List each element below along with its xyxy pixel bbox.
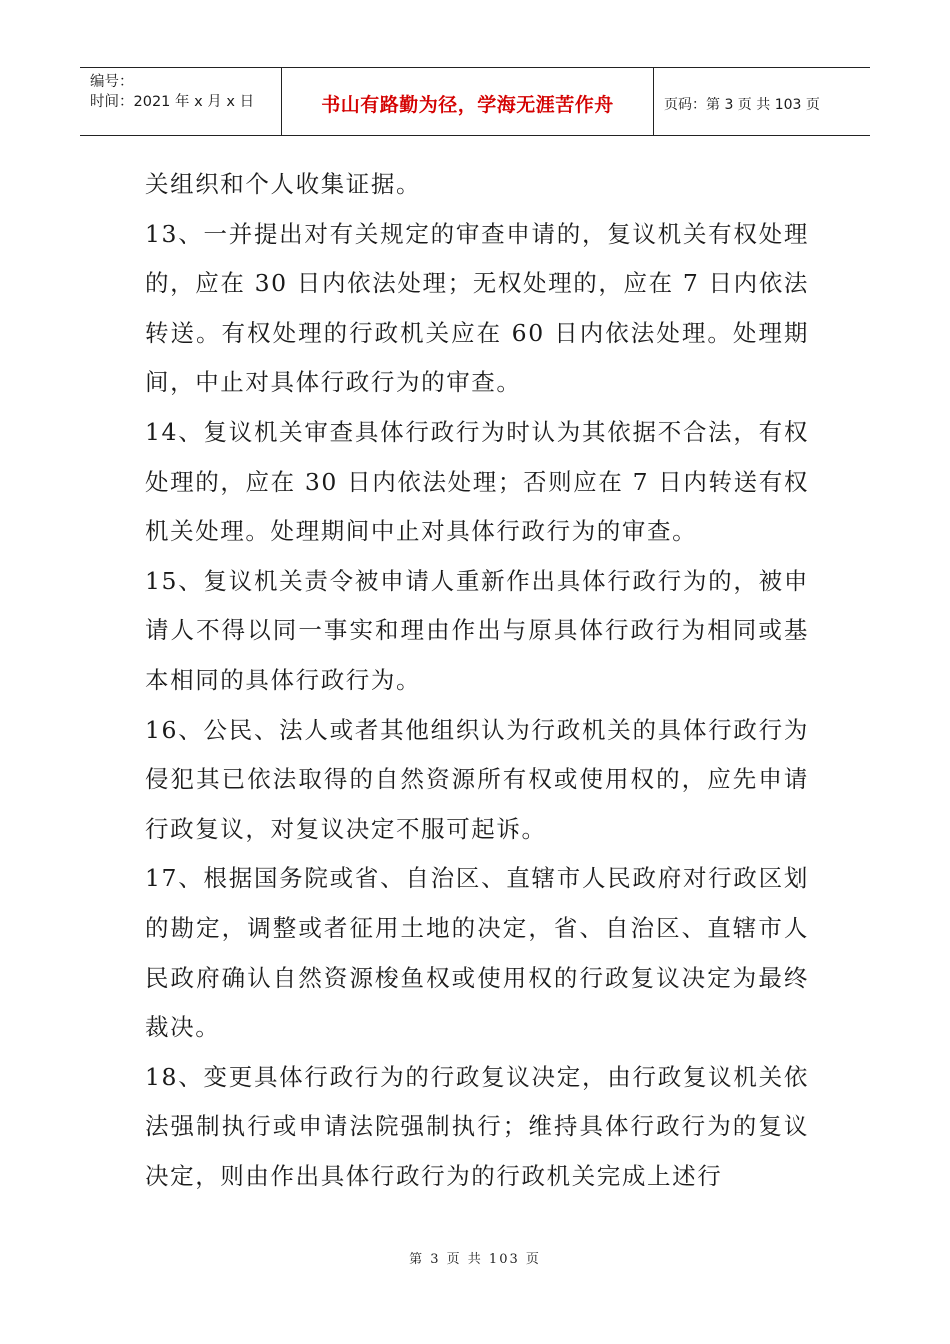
paragraph: 关组织和个人收集证据。 (145, 170, 422, 198)
page-header (80, 67, 870, 136)
header-meta-cell (80, 68, 282, 135)
document-number-label: 编号： (90, 74, 134, 90)
paragraph: 13、一并提出对有关规定的审查申请的，复议机关有权处理的，应在 30 日内依法处理；无权处理的，应在 7 日内依法转送。有权处理的行政机关应在 60 日内依法处理。处理期间，中止对具体行政行为的审查。 (145, 219, 809, 397)
header-motto-cell (282, 68, 654, 135)
footer-page-number: 第 3 页 共 103 页 (409, 1252, 541, 1267)
paragraph: 16、公民、法人或者其他组织认为行政机关的具体行政行为侵犯其已依法取得的自然资源所有权或使用权的，应先申请行政复议，对复议决定不服可起诉。 (145, 715, 809, 843)
page-footer (0, 1248, 950, 1267)
header-motto: 书山有路勤为径，学海无涯苦作舟 (321, 94, 614, 116)
header-page-info: 页码：第 3 页 共 103 页 (664, 96, 820, 113)
paragraph: 15、复议机关责令被申请人重新作出具体行政行为的，被申请人不得以同一事实和理由作出与原具体行政行为相同或基本相同的具体行政行为。 (145, 566, 809, 694)
document-body (145, 160, 809, 1201)
paragraph: 14、复议机关审查具体行政行为时认为其依据不合法，有权处理的，应在 30 日内依法处理；否则应在 7 日内转送有权机关处理。处理期间中止对具体行政行为的审查。 (145, 417, 809, 546)
document-date-label: 时间：2021 年 x 月 x 日 (90, 94, 255, 110)
paragraph: 18、变更具体行政行为的行政复议决定，由行政复议机关依法强制执行或申请法院强制执行；维持具体行政行为的复议决定，则由作出具体行政行为的行政机关完成上述行 (145, 1062, 809, 1190)
header-page-cell (654, 68, 870, 135)
paragraph: 17、根据国务院或省、自治区、直辖市人民政府对行政区划的勘定，调整或者征用土地的决定，省、自治区、直辖市人民政府确认自然资源梭鱼权或使用权的行政复议决定为最终裁决。 (145, 864, 809, 1042)
